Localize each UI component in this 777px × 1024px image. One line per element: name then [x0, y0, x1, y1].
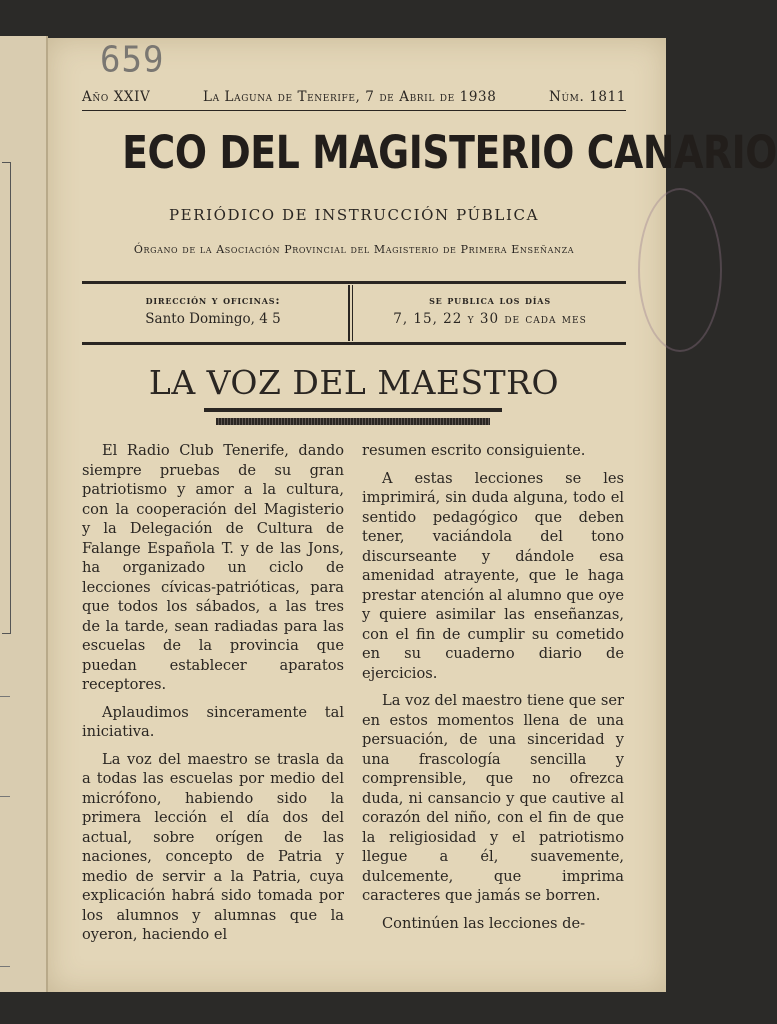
issue-place-date: La Laguna de Tenerife, 7 de Abril de 1938	[203, 89, 497, 105]
info-bottom-rule	[82, 342, 626, 345]
info-divider	[348, 285, 353, 341]
article-paragraph: La voz del maestro se trasla da a todas las escuelas por medio del micrófono, habiendo sido la primera lección el día dos del actual, sobre orígen de las naciones, concepto de Patria y medio de servir a la Patria, cuya explicación habrá sido tomada por los alumnos y alumnas que la oyeron, haciendo el	[82, 750, 344, 943]
office-address: Santo Domingo, 4 5	[145, 311, 281, 327]
article-column-left	[82, 441, 344, 953]
folio-number: 659	[100, 39, 165, 81]
page-edge-tick	[0, 696, 10, 697]
issue-number: Núm. 1811	[549, 89, 626, 105]
article-paragraph: Aplaudimos sinceramente tal iniciativa.	[82, 703, 344, 740]
publication-days: 7, 15, 22 y 30 de cada mes	[393, 311, 587, 327]
newspaper-page	[48, 38, 777, 992]
office-info	[82, 293, 344, 327]
article-title: LA VOZ DEL MAESTRO	[148, 363, 560, 402]
publication-label: se publica los días	[429, 293, 551, 307]
info-box	[82, 281, 626, 343]
masthead-subtitle: PERIÓDICO DE INSTRUCCIÓN PÚBLICA	[168, 206, 540, 224]
page-edge-frame	[2, 162, 11, 634]
library-stamp	[638, 188, 722, 352]
page-edge-tick	[0, 796, 10, 797]
article-paragraph: A estas lecciones se les imprimirá, sin duda alguna, todo el sentido pedagógico que deben tener, vaciándola del tono discurseante y dándole esa amenidad atrayente, que le haga prestar atención al alumno que oye y quiere asimilar las enseñanzas, con el fin de cumplir su cometido en su cuaderno diario de ejercicios.	[362, 469, 625, 682]
masthead-organ: Órgano de la Asociación Provincial del Magisterio de Primera Enseñanza	[133, 243, 575, 256]
header-rule	[82, 110, 626, 111]
article-paragraph: La voz del maestro tiene que ser en estos momentos llena de una persuación, de una sinceridad y una frascología sencilla y comprensible, que no ofrezca duda, ni cansancio y que cautive al corazón del niño, con el fin de que la religiosidad y el patriotismo llegue a él, suavemente, dulcemente, que imprima caracteres que jamás se borren.	[362, 692, 624, 904]
publication-info	[354, 293, 626, 327]
office-label: dirección y oficinas:	[145, 293, 281, 307]
article-paragraph-continuation: resumen escrito consiguiente.	[362, 442, 586, 459]
article-paragraph: Continúen las lecciones de-	[382, 914, 586, 932]
issue-header	[82, 89, 626, 105]
issue-year: Año XXIV	[82, 89, 151, 105]
previous-page-edge	[0, 36, 48, 992]
article-column-right	[362, 441, 624, 941]
info-top-rule	[82, 281, 626, 284]
title-underline	[204, 408, 502, 412]
page-edge-tick	[0, 966, 10, 967]
article-paragraph: El Radio Club Tenerife, dando siempre pruebas de su gran patriotismo y amor a la cultura, con la cooperación del Magisterio y la Delegación de Cultura de Falange Española T. y de las Jons, ha organizado un ciclo de lecciones cívicas-patrióticas, para que todos los sábados, a las tres de la tarde, sean radiadas para las escuelas de la provincia que puedan establecer aparatos receptores.	[82, 442, 344, 693]
masthead-title: ECO DEL MAGISTERIO CANARIO	[122, 126, 777, 179]
title-underline-pattern	[216, 418, 490, 425]
